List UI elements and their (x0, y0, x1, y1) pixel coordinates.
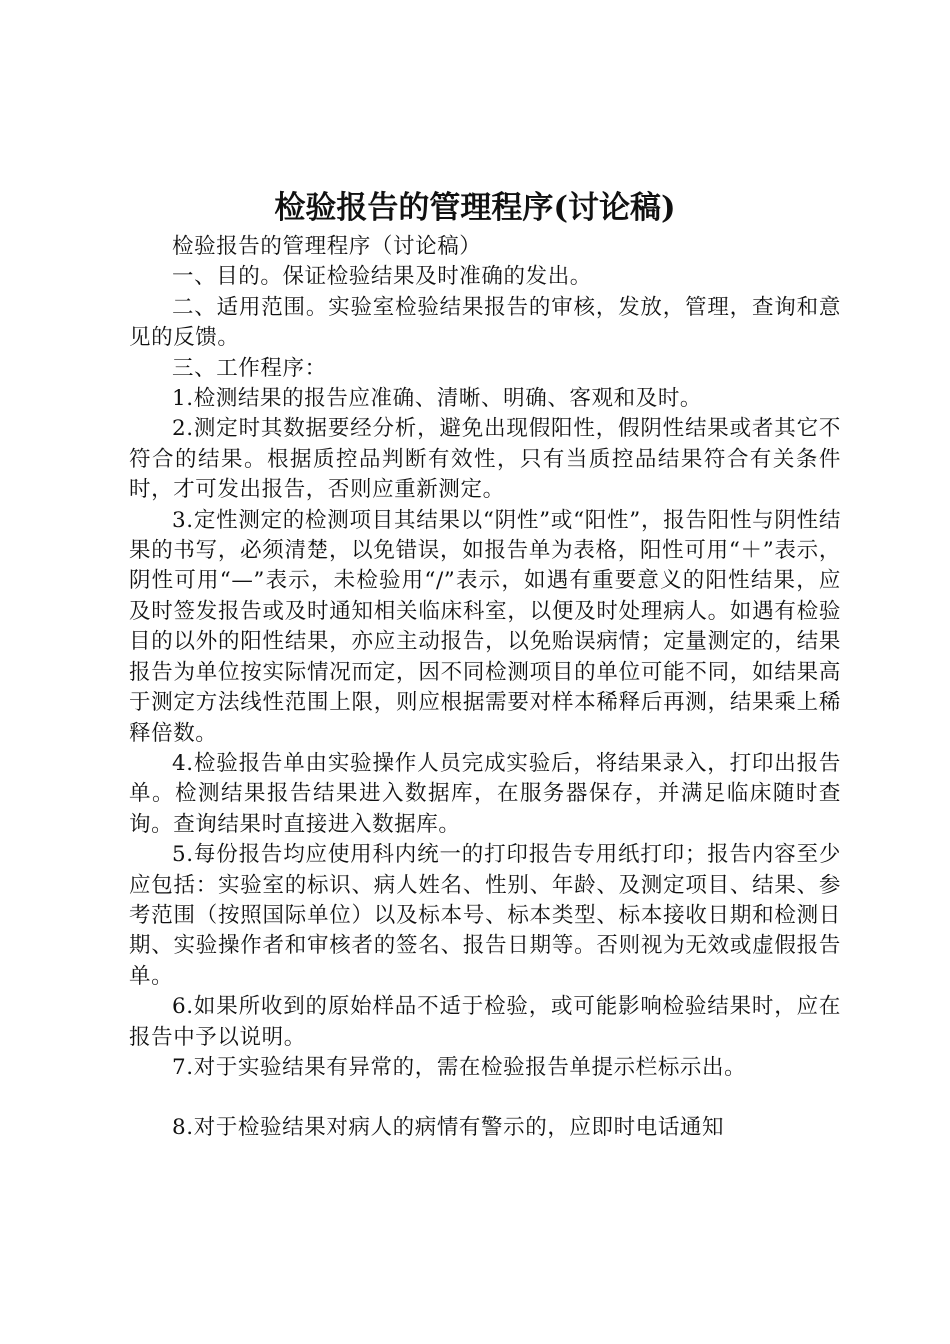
document-title: 检验报告的管理程序(讨论稿) (274, 190, 676, 226)
document-body (129, 232, 841, 1144)
paragraph-item-6: 6.如果所收到的原始样品不适于检验，或可能影响检验结果时，应在报告中予以说明。 (129, 994, 841, 1050)
paragraph-scope: 二、适用范围。实验室检验结果报告的审核，发放，管理，查询和意见的反馈。 (129, 294, 841, 351)
paragraph-item-2: 2.测定时其数据要经分析，避免出现假阳性，假阴性结果或者其它不符合的结果。根据质控品判断有效性，只有当质控品结果符合有关条件时，才可发出报告，否则应重新测定。 (129, 416, 841, 503)
paragraph-item-4: 4.检验报告单由实验操作人员完成实验后，将结果录入，打印出报告单。检测结果报告结果进入数据库，在服务器保存，并满足临床随时查询。查询结果时直接进入数据库。 (129, 750, 841, 837)
paragraph-item-8: 8.对于检验结果对病人的病情有警示的，应即时电话通知 (172, 1115, 725, 1141)
paragraph-item-5: 5.每份报告均应使用科内统一的打印报告专用纸打印；报告内容至少应包括：实验室的标识、病人姓名、性别、年龄、及测定项目、结果、参考范围（按照国际单位）以及标本号、标本类型、标本接收日期和检测日期、实验操作者和审核者的签名、报告日期等。否则视为无效或虚假报告单。 (129, 842, 841, 989)
paragraph-item-1: 1.检测结果的报告应准确、清晰、明确、客观和及时。 (172, 386, 703, 412)
paragraph-procedure-heading: 三、工作程序： (172, 355, 327, 381)
paragraph-item-3: 3.定性测定的检测项目其结果以“阴性”或“阳性”，报告阳性与阴性结果的书写，必须清楚，以免错误，如报告单为表格，阳性可用“＋”表示，阴性可用“—”表示，未检验用“/”表示，如遇有重要意义的阳性结果，应及时签发报告或及时通知相关临床科室，以便及时处理病人。如遇有检验目的以外的阳性结果，亦应主动报告，以免贻误病情；定量测定的，结果报告为单位按实际情况而定，因不同检测项目的单位可能不同，如结果高于测定方法线性范围上限，则应根据需要对样本稀释后再测，结果乘上稀释倍数。 (129, 507, 841, 746)
paragraph-item-7: 7.对于实验结果有异常的，需在检验报告单提示栏标示出。 (172, 1054, 747, 1080)
paragraph-subtitle: 检验报告的管理程序（讨论稿） (172, 234, 482, 259)
paragraph-purpose: 一、目的。保证检验结果及时准确的发出。 (172, 264, 592, 290)
